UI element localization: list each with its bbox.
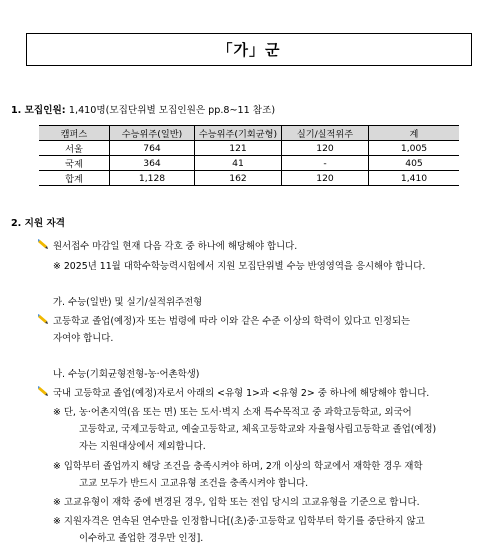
table-cell: 41 <box>195 156 282 171</box>
note-text: ※ 지원자격은 연속된 연수만을 인정합니다[(초)중·고등학교 입학부터 학기를 중단하지 않고 <box>53 516 425 527</box>
section-qualification-heading: 2. 지원 자격 <box>11 218 66 229</box>
section-recruitment <box>11 102 275 116</box>
table-header: 실기/실적위주 <box>282 126 369 141</box>
subsection-a-heading: 가. 수능(일반) 및 실기/실적위주전형 <box>53 297 203 308</box>
table-cell: 121 <box>195 141 282 156</box>
note-text-cont: 고교 모두가 반드시 고교유형 조건을 충족시켜야 합니다. <box>79 478 309 489</box>
table-row-total <box>39 171 459 186</box>
note-text: ※ 2025년 11월 대학수학능력시험에서 지원 모집단위별 수능 반영영역을 응시해야 합니다. <box>53 261 426 272</box>
note-text: ※ 고교유형이 재학 중에 변경된 경우, 입학 또는 전입 당시의 고교유형을 기준으로 합니다. <box>53 497 420 508</box>
table-cell: 서울 <box>39 141 110 156</box>
pencil-icon <box>38 314 48 324</box>
table-cell: 364 <box>110 156 195 171</box>
page-title: 「가」군 <box>26 33 472 66</box>
table-cell: 120 <box>282 141 369 156</box>
table-cell: - <box>282 156 369 171</box>
table-header-row <box>39 126 459 141</box>
bullet-text-cont: 자여야 합니다. <box>53 333 114 344</box>
table-header: 계 <box>369 126 460 141</box>
table-cell: 120 <box>282 171 369 186</box>
note-text-cont: 고등학교, 국제고등학교, 예술고등학교, 체육고등학교와 자율형사립고등학교 졸업(예정) <box>79 424 437 435</box>
table-header: 수능위주(일반) <box>110 126 195 141</box>
bullet-text: 원서접수 마감일 현재 다음 각호 중 하나에 해당해야 합니다. <box>53 241 298 252</box>
recruitment-table <box>39 125 459 186</box>
table-cell: 162 <box>195 171 282 186</box>
section-recruitment-text: 1,410명(모집단위별 모집인원은 pp.8~11 참조) <box>68 105 276 116</box>
table-row <box>39 141 459 156</box>
table-cell: 국제 <box>39 156 110 171</box>
bullet-text: 고등학교 졸업(예정)자 또는 법령에 따라 이와 같은 수준 이상의 학력이 있다고 인정되는 <box>53 316 411 327</box>
note-text: ※ 단, 농·어촌지역(읍 또는 면) 또는 도서·벽지 소재 특수목적고 중 과학고등학교, 외국어 <box>53 407 412 418</box>
section-recruitment-heading: 1. 모집인원: <box>11 105 66 116</box>
note-text: ※ 입학부터 졸업까지 해당 조건을 충족시켜야 하며, 2개 이상의 학교에서 재학한 경우 재학 <box>53 461 423 472</box>
note-text-cont: 자는 지원대상에서 제외합니다. <box>79 441 206 452</box>
subsection-b-heading: 나. 수능(기회균형전형-농·어촌학생) <box>53 369 200 380</box>
pencil-icon <box>38 386 48 396</box>
table-cell: 1,005 <box>369 141 460 156</box>
table-cell: 합계 <box>39 171 110 186</box>
table-header: 캠퍼스 <box>39 126 110 141</box>
note-text-cont: 이수하고 졸업한 경우만 인정]. <box>79 533 204 544</box>
table-cell: 1,410 <box>369 171 460 186</box>
table-header: 수능위주(기회균형) <box>195 126 282 141</box>
table-cell: 405 <box>369 156 460 171</box>
table-row <box>39 156 459 171</box>
table-cell: 764 <box>110 141 195 156</box>
pencil-icon <box>38 239 48 249</box>
table-cell: 1,128 <box>110 171 195 186</box>
bullet-text: 국내 고등학교 졸업(예정)자로서 아래의 <유형 1>과 <유형 2> 중 하나에 해당해야 합니다. <box>53 388 430 399</box>
